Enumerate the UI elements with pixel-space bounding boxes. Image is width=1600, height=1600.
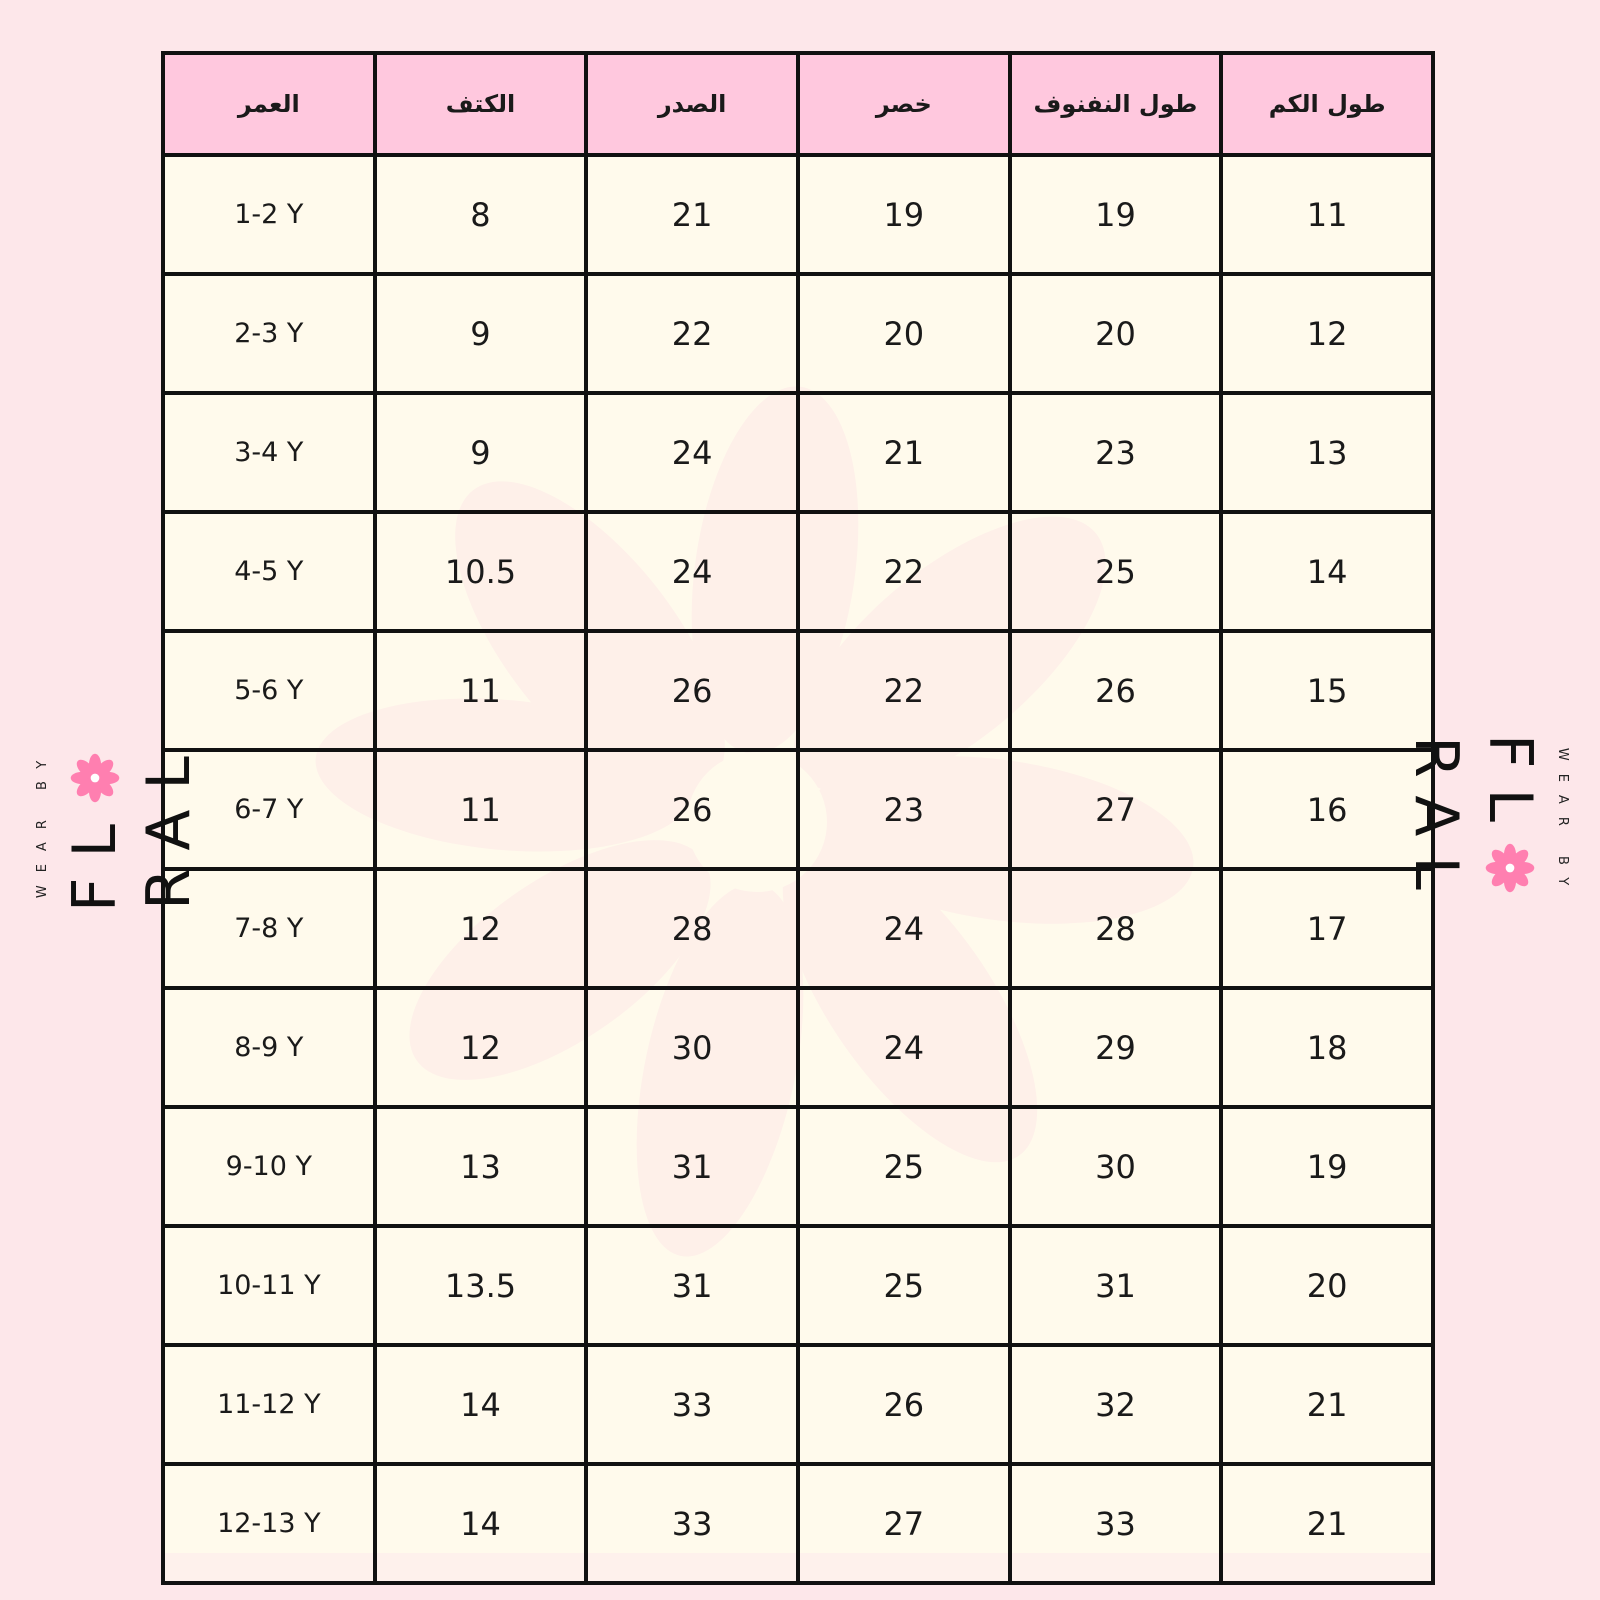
cell-shoulder: 13	[375, 1107, 587, 1226]
cell-waist: 25	[798, 1226, 1010, 1345]
cell-waist: 22	[798, 512, 1010, 631]
cell-waist: 23	[798, 750, 1010, 869]
cell-dress-length: 19	[1010, 155, 1222, 274]
brand-tagline: WEAR BY	[35, 747, 50, 899]
cell-sleeve-length: 15	[1221, 631, 1433, 750]
cell-sleeve-length: 19	[1221, 1107, 1433, 1226]
cell-shoulder: 9	[375, 274, 587, 393]
cell-shoulder: 14	[375, 1345, 587, 1464]
cell-dress-length: 31	[1010, 1226, 1222, 1345]
table-row	[163, 869, 1433, 988]
cell-waist: 22	[798, 631, 1010, 750]
cell-dress-length: 32	[1010, 1345, 1222, 1464]
brand-name-part2: RAL	[1401, 736, 1472, 910]
brand-name	[57, 673, 204, 973]
cell-age: 3-4 Y	[163, 393, 375, 512]
table-row	[163, 393, 1433, 512]
cell-waist: 25	[798, 1107, 1010, 1226]
cell-sleeve-length: 12	[1221, 274, 1433, 393]
table-row	[163, 155, 1433, 274]
cell-sleeve-length: 16	[1221, 750, 1433, 869]
cell-waist: 24	[798, 869, 1010, 988]
cell-dress-length: 28	[1010, 869, 1222, 988]
cell-age: 2-3 Y	[163, 274, 375, 393]
flower-icon	[69, 752, 121, 804]
cell-chest: 22	[586, 274, 798, 393]
cell-dress-length: 27	[1010, 750, 1222, 869]
cell-chest: 33	[586, 1464, 798, 1583]
cell-age: 7-8 Y	[163, 869, 375, 988]
table-row	[163, 1345, 1433, 1464]
cell-chest: 26	[586, 631, 798, 750]
cell-dress-length: 26	[1010, 631, 1222, 750]
cell-age: 12-13 Y	[163, 1464, 375, 1583]
cell-shoulder: 9	[375, 393, 587, 512]
cell-waist: 27	[798, 1464, 1010, 1583]
cell-dress-length: 20	[1010, 274, 1222, 393]
cell-waist: 19	[798, 155, 1010, 274]
header-waist: خصر	[798, 53, 1010, 155]
header-shoulder: الكتف	[375, 53, 587, 155]
cell-age: 8-9 Y	[163, 988, 375, 1107]
cell-chest: 26	[586, 750, 798, 869]
cell-chest: 31	[586, 1107, 798, 1226]
cell-sleeve-length: 20	[1221, 1226, 1433, 1345]
cell-shoulder: 10.5	[375, 512, 587, 631]
cell-chest: 21	[586, 155, 798, 274]
cell-shoulder: 13.5	[375, 1226, 587, 1345]
cell-shoulder: 12	[375, 988, 587, 1107]
table-row	[163, 274, 1433, 393]
cell-sleeve-length: 11	[1221, 155, 1433, 274]
cell-dress-length: 33	[1010, 1464, 1222, 1583]
cell-waist: 24	[798, 988, 1010, 1107]
cell-sleeve-length: 21	[1221, 1464, 1433, 1583]
cell-sleeve-length: 14	[1221, 512, 1433, 631]
table-row	[163, 512, 1433, 631]
brand-name-part2: RAL	[133, 736, 204, 910]
cell-shoulder: 11	[375, 631, 587, 750]
cell-dress-length: 25	[1010, 512, 1222, 631]
cell-age: 11-12 Y	[163, 1345, 375, 1464]
cell-chest: 33	[586, 1345, 798, 1464]
brand-name-part1: FL	[60, 804, 131, 912]
cell-dress-length: 23	[1010, 393, 1222, 512]
cell-chest: 24	[586, 393, 798, 512]
table-row	[163, 631, 1433, 750]
table-row	[163, 1107, 1433, 1226]
table-row	[163, 1464, 1433, 1583]
cell-sleeve-length: 17	[1221, 869, 1433, 988]
cell-shoulder: 12	[375, 869, 587, 988]
cell-dress-length: 30	[1010, 1107, 1222, 1226]
header-dress-length: طول النفنوف	[1010, 53, 1222, 155]
cell-sleeve-length: 18	[1221, 988, 1433, 1107]
brand-name-part1: FL	[1474, 734, 1545, 842]
cell-shoulder: 8	[375, 155, 587, 274]
cell-age: 9-10 Y	[163, 1107, 375, 1226]
size-table	[161, 51, 1435, 1585]
header-age: العمر	[163, 53, 375, 155]
brand-logo-right	[1401, 673, 1570, 973]
cell-age: 1-2 Y	[163, 155, 375, 274]
table-row	[163, 1226, 1433, 1345]
cell-chest: 28	[586, 869, 798, 988]
flower-icon	[1484, 842, 1536, 894]
cell-sleeve-length: 21	[1221, 1345, 1433, 1464]
cell-age: 4-5 Y	[163, 512, 375, 631]
cell-waist: 26	[798, 1345, 1010, 1464]
cell-age: 6-7 Y	[163, 750, 375, 869]
cell-chest: 30	[586, 988, 798, 1107]
cell-sleeve-length: 13	[1221, 393, 1433, 512]
cell-shoulder: 14	[375, 1464, 587, 1583]
header-sleeve-length: طول الكم	[1221, 53, 1433, 155]
cell-chest: 31	[586, 1226, 798, 1345]
brand-tagline: WEAR BY	[1555, 747, 1570, 899]
brand-logo-left	[35, 673, 204, 973]
header-chest: الصدر	[586, 53, 798, 155]
cell-chest: 24	[586, 512, 798, 631]
cell-dress-length: 29	[1010, 988, 1222, 1107]
cell-shoulder: 11	[375, 750, 587, 869]
header-row	[163, 53, 1433, 155]
cell-waist: 21	[798, 393, 1010, 512]
cell-waist: 20	[798, 274, 1010, 393]
table-row	[163, 750, 1433, 869]
cell-age: 5-6 Y	[163, 631, 375, 750]
table-row	[163, 988, 1433, 1107]
cell-age: 10-11 Y	[163, 1226, 375, 1345]
brand-name	[1401, 673, 1548, 973]
